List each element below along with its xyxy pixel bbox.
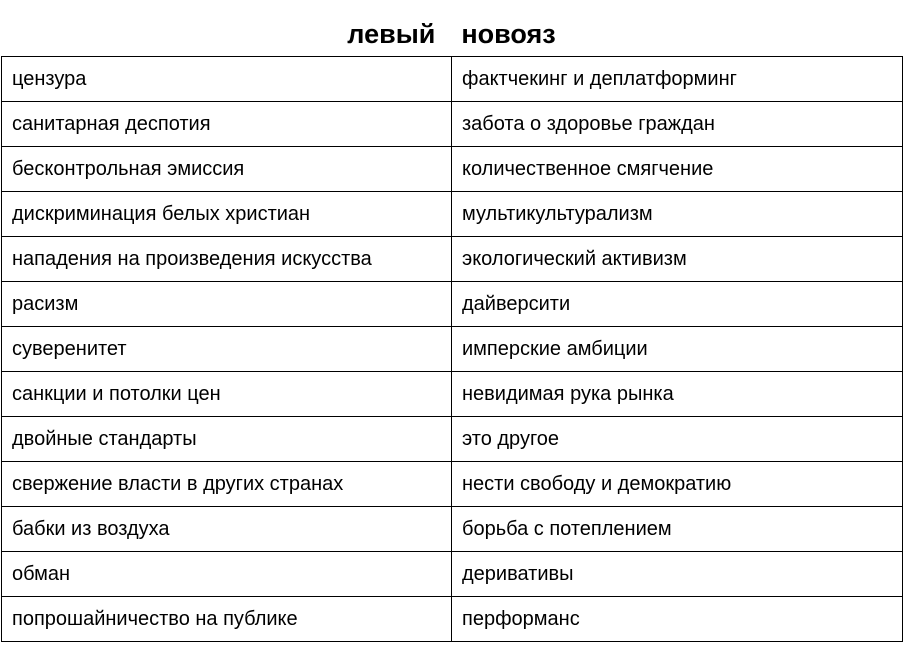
cell-left: дискриминация белых христиан — [2, 192, 452, 237]
cell-left: свержение власти в других странах — [2, 462, 452, 507]
cell-right: это другое — [452, 417, 903, 462]
cell-right: деривативы — [452, 552, 903, 597]
cell-left: цензура — [2, 57, 452, 102]
table-row — [2, 192, 903, 237]
cell-right: фактчекинг и деплатформинг — [452, 57, 903, 102]
cell-left: санитарная деспотия — [2, 102, 452, 147]
table-row — [2, 327, 903, 372]
cell-left: расизм — [2, 282, 452, 327]
cell-right: количественное смягчение — [452, 147, 903, 192]
cell-left: бабки из воздуха — [2, 507, 452, 552]
cell-left: нападения на произведения искусства — [2, 237, 452, 282]
table-row — [2, 282, 903, 327]
table-row — [2, 507, 903, 552]
cell-left: обман — [2, 552, 452, 597]
cell-left: бесконтрольная эмиссия — [2, 147, 452, 192]
cell-right: экологический активизм — [452, 237, 903, 282]
cell-left: суверенитет — [2, 327, 452, 372]
table-row — [2, 102, 903, 147]
cell-right: забота о здоровье граждан — [452, 102, 903, 147]
cell-right: борьба с потеплением — [452, 507, 903, 552]
table-row — [2, 462, 903, 507]
page-title — [0, 14, 903, 54]
glossary-table — [1, 56, 903, 642]
cell-left: санкции и потолки цен — [2, 372, 452, 417]
cell-right: невидимая рука рынка — [452, 372, 903, 417]
cell-right: дайверсити — [452, 282, 903, 327]
cell-left: попрошайничество на публике — [2, 597, 452, 642]
title-left: левый — [347, 19, 436, 49]
table-row — [2, 147, 903, 192]
cell-left: двойные стандарты — [2, 417, 452, 462]
table-row — [2, 237, 903, 282]
title-right: новояз — [461, 19, 556, 49]
table-row — [2, 417, 903, 462]
table-row — [2, 372, 903, 417]
table-row — [2, 552, 903, 597]
cell-right: мультикультурализм — [452, 192, 903, 237]
cell-right: перформанс — [452, 597, 903, 642]
table-row — [2, 597, 903, 642]
table-row — [2, 57, 903, 102]
cell-right: имперские амбиции — [452, 327, 903, 372]
cell-right: нести свободу и демократию — [452, 462, 903, 507]
